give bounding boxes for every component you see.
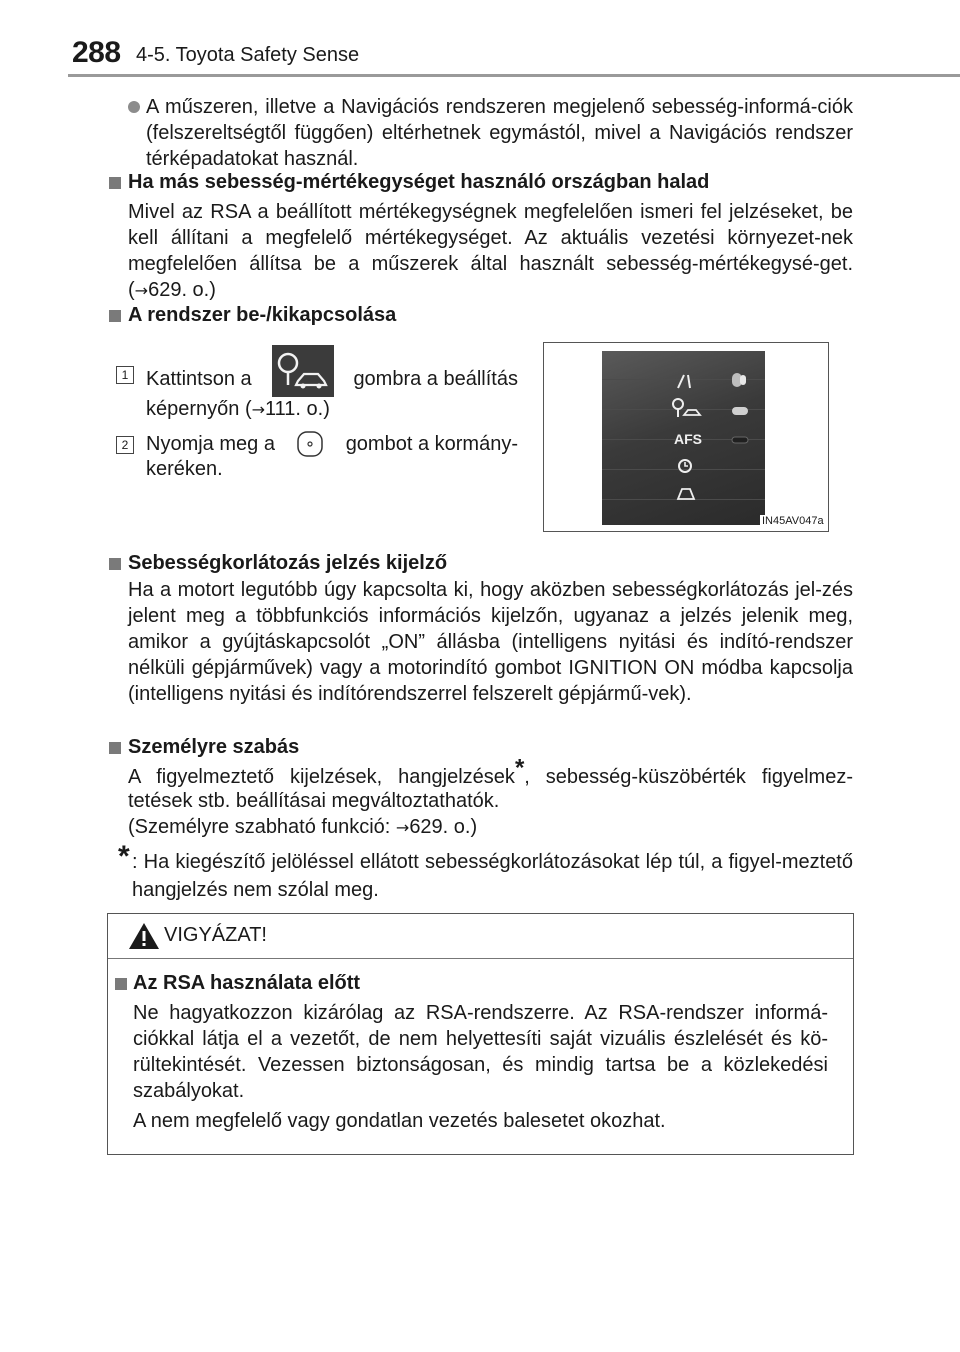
unit-heading-marker xyxy=(109,177,121,189)
footnote-text: : Ha kiegészítő jelöléssel ellátott sebességkorlátozásokat lép túl, a figyel-meztető hangjelzés nem szólal meg. xyxy=(132,851,853,901)
step-1-number: 1 xyxy=(116,366,134,384)
unit-body-text: Mivel az RSA a beállított mértékegységnek megfelelően ismeri fel jelzéseket, be kell állítani a megfelelő mértékegységet. Az aktuális vezetési környezet-nek megfelelően állítsa be a műszerek által használt sebesség-mértékegysé-get. ( xyxy=(128,201,853,301)
ref-arrow-icon: → xyxy=(134,281,149,300)
footnote-star: * xyxy=(118,840,130,873)
custom-line3 xyxy=(128,814,477,841)
caution-body: Ne hagyatkozzon kizárólag az RSA-rendszerre. Az RSA-rendszer informá-ciókkal látja el a vezetőt, de nem helyettesíti saját vizuális észlelését és kö-rültekintését. Vezessen biztonságosan, és mindig tartsa be a közlekedési szabályokat. xyxy=(133,1002,828,1102)
step-1-line2 xyxy=(146,396,330,423)
step-2-pre: Nyomja meg a xyxy=(146,433,275,455)
step-1-arrow-icon: → xyxy=(251,400,266,419)
custom-line1-post: , sebesség-küszöbérték figyelmez- xyxy=(524,766,853,788)
step-1-post: gombra a beállítás xyxy=(353,368,518,390)
onoff-heading-marker xyxy=(109,310,121,322)
caution-header xyxy=(108,914,853,959)
intro-bullet xyxy=(128,101,140,113)
steering-switch-icon xyxy=(295,430,325,458)
header-rule xyxy=(68,74,960,77)
onoff-heading: A rendszer be-/kikapcsolása xyxy=(128,304,397,326)
caution-title: VIGYÁZAT! xyxy=(164,924,267,946)
unit-body-ref: 629. o.) xyxy=(148,279,216,301)
step-2-line2: keréken. xyxy=(146,458,223,480)
warning-triangle-icon xyxy=(128,922,160,950)
section-title: 4-5. Toyota Safety Sense xyxy=(136,44,360,66)
rsa-button-icon xyxy=(272,345,334,397)
caution-heading-marker xyxy=(115,978,127,990)
switch-panel xyxy=(602,351,765,525)
custom-line2: tetések stb. beállításai megváltoztathatók. xyxy=(128,790,500,812)
custom-star: * xyxy=(514,754,525,782)
custom-line3-pre: (Személyre szabható funkció: xyxy=(128,816,396,838)
sign-body: Ha a motort legutóbb úgy kapcsolta ki, hogy aközben sebességkorlátozás jel-zés jelent meg a többfunkciós információs kijelzőn, ugyanaz a jelzés jelenik meg, amikor a gyújtáskapcsolót „ON” állásba (intelligens nyitási és indító-rendszer nélküli gépjárművek) vagy a motorindító gombot IGNITION ON módba kapcsolja (intelligens nyitási és indítórendszerrel felszerelt gépjármű-vek). xyxy=(128,579,853,705)
step-2-post: gombot a kormány- xyxy=(345,433,518,455)
step-1-line2-pre: képernyőn ( xyxy=(146,398,252,420)
step-1-line2-post: 111. o.) xyxy=(265,398,330,420)
step-2-line1 xyxy=(146,430,518,458)
step-1-line1 xyxy=(146,361,518,397)
custom-heading: Személyre szabás xyxy=(128,736,300,758)
unit-body xyxy=(128,199,853,304)
unit-heading: Ha más sebesség-mértékegységet használó országban halad xyxy=(128,171,710,193)
caution-box xyxy=(107,913,854,1155)
step-2-number: 2 xyxy=(116,436,134,454)
figure-code: IN45AV047a xyxy=(762,515,824,527)
custom-line3-post: 629. o.) xyxy=(409,816,478,838)
afs-label: AFS xyxy=(674,431,702,447)
caution-heading: Az RSA használata előtt xyxy=(133,972,361,994)
caution-body-2: A nem megfelelő vagy gondatlan vezetés balesetet okozhat. xyxy=(133,1110,666,1132)
step-1-pre: Kattintson a xyxy=(146,368,252,390)
intro-text: A műszeren, illetve a Navigációs rendszeren megjelenő sebesség-informá-ciók (felszereltségtől függően) eltérhetnek egymástól, mivel a Navigációs rendszer térképadatokat használ. xyxy=(146,96,853,170)
custom-arrow-icon: → xyxy=(395,818,410,837)
sign-heading: Sebességkorlátozás jelzés kijelző xyxy=(128,552,448,574)
sign-heading-marker xyxy=(109,558,121,570)
custom-heading-marker xyxy=(109,742,121,754)
custom-line1 xyxy=(128,754,853,790)
switch-panel-figure xyxy=(543,342,829,532)
custom-line1-pre: A figyelmeztető kijelzések, hangjelzések xyxy=(128,766,515,788)
page-number: 288 xyxy=(72,36,121,69)
